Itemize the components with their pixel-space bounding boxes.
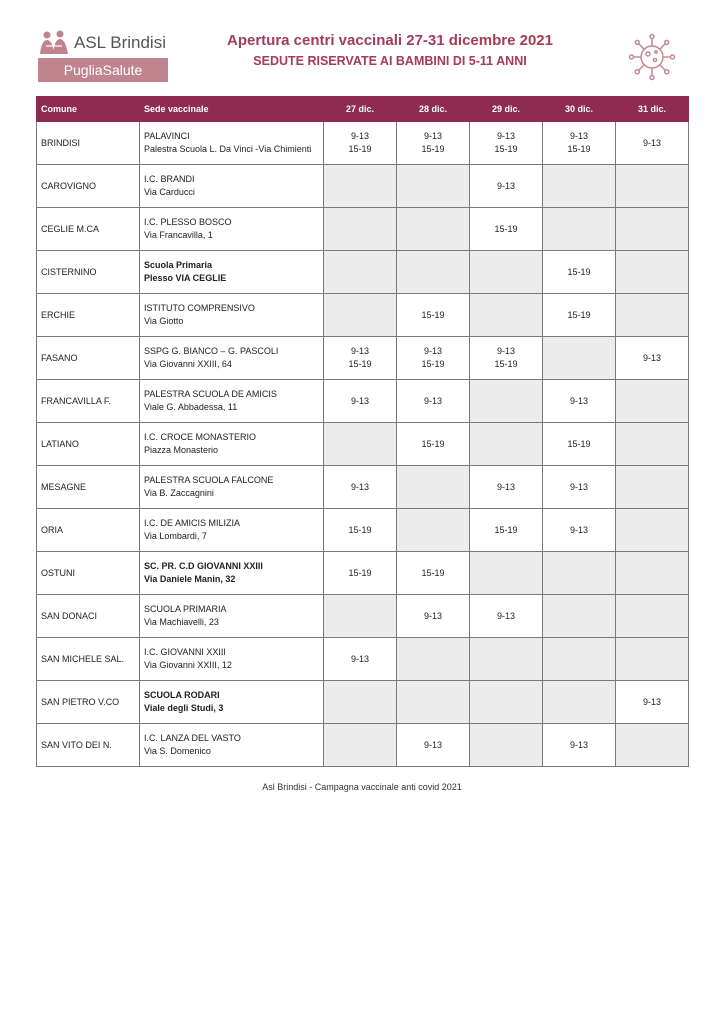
sede-address: Via Giotto bbox=[144, 316, 184, 326]
time-slot: 9-13 bbox=[350, 346, 369, 356]
sede-name: PALESTRA SCUOLA DE AMICIS bbox=[144, 389, 277, 399]
time-slot: 9-13 bbox=[569, 524, 588, 535]
slot-cell bbox=[543, 724, 616, 767]
slot-cell bbox=[324, 337, 397, 380]
time-slot: 9-13 bbox=[350, 653, 369, 664]
slot-cell bbox=[543, 208, 616, 251]
table-row bbox=[37, 595, 689, 638]
slot-cell bbox=[397, 337, 470, 380]
sede-address: Viale degli Studi, 3 bbox=[144, 703, 224, 713]
table-row bbox=[37, 122, 689, 165]
slot-cell bbox=[616, 380, 689, 423]
vaccination-schedule-table bbox=[36, 96, 689, 767]
time-slot: 15-19 bbox=[494, 359, 518, 369]
slot-cell bbox=[397, 681, 470, 724]
slot-cell bbox=[543, 380, 616, 423]
slot-cell bbox=[470, 595, 543, 638]
sede-address: Via Francavilla, 1 bbox=[144, 230, 213, 240]
slot-cell bbox=[543, 681, 616, 724]
table-header-row bbox=[37, 97, 689, 122]
time-slot: 9-13 bbox=[569, 131, 588, 141]
table-row bbox=[37, 681, 689, 724]
slot-cell bbox=[470, 380, 543, 423]
column-header: 31 dic. bbox=[616, 97, 689, 122]
slot-cell bbox=[324, 294, 397, 337]
time-slot: 15-19 bbox=[494, 524, 518, 535]
slot-cell bbox=[543, 337, 616, 380]
slot-cell bbox=[397, 380, 470, 423]
sede-name: PALESTRA SCUOLA FALCONE bbox=[144, 475, 274, 485]
sede-name: I.C. GIOVANNI XXIII bbox=[144, 647, 226, 657]
slot-cell bbox=[397, 122, 470, 165]
table-row bbox=[37, 509, 689, 552]
slot-cell bbox=[470, 122, 543, 165]
comune-cell: ORIA bbox=[37, 509, 140, 552]
comune-cell: CEGLIE M.CA bbox=[37, 208, 140, 251]
time-slot: 15-19 bbox=[567, 438, 591, 449]
slot-cell bbox=[397, 552, 470, 595]
slot-cell bbox=[470, 466, 543, 509]
time-slot: 9-13 bbox=[350, 481, 369, 492]
table-row bbox=[37, 165, 689, 208]
slot-cell bbox=[324, 251, 397, 294]
comune-cell: MESAGNE bbox=[37, 466, 140, 509]
time-slot: 9-13 bbox=[642, 696, 661, 707]
time-slot: 15-19 bbox=[421, 144, 445, 154]
table-row bbox=[37, 208, 689, 251]
sede-address: Via Lombardi, 7 bbox=[144, 531, 207, 541]
comune-cell: SAN MICHELE SAL. bbox=[37, 638, 140, 681]
slot-cell bbox=[616, 466, 689, 509]
sede-address: Piazza Monasterio bbox=[144, 445, 219, 455]
slot-cell bbox=[616, 595, 689, 638]
slot-cell bbox=[616, 423, 689, 466]
page-title: Apertura centri vaccinali 27-31 dicembre 2021 bbox=[226, 32, 553, 49]
time-slot: 9-13 bbox=[569, 481, 588, 492]
column-header: 28 dic. bbox=[397, 97, 470, 122]
sede-name: I.C. DE AMICIS MILIZIA bbox=[144, 518, 241, 528]
slot-cell bbox=[324, 509, 397, 552]
sede-address: Via Carducci bbox=[144, 187, 195, 197]
sede-cell bbox=[140, 380, 324, 423]
sede-cell bbox=[140, 337, 324, 380]
slot-cell bbox=[397, 165, 470, 208]
column-header: 27 dic. bbox=[324, 97, 397, 122]
time-slot: 15-19 bbox=[421, 567, 445, 578]
slot-cell bbox=[470, 552, 543, 595]
slot-cell bbox=[543, 251, 616, 294]
slot-cell bbox=[470, 681, 543, 724]
sede-cell bbox=[140, 595, 324, 638]
slot-cell bbox=[324, 466, 397, 509]
slot-cell bbox=[324, 423, 397, 466]
time-slot: 15-19 bbox=[567, 144, 591, 154]
column-header: Sede vaccinale bbox=[140, 97, 324, 122]
time-slot: 9-13 bbox=[423, 346, 442, 356]
column-header: 29 dic. bbox=[470, 97, 543, 122]
table-row bbox=[37, 294, 689, 337]
time-slot: 9-13 bbox=[423, 131, 442, 141]
slot-cell bbox=[470, 423, 543, 466]
time-slot: 15-19 bbox=[348, 524, 372, 535]
table-row bbox=[37, 423, 689, 466]
time-slot: 9-13 bbox=[350, 395, 369, 406]
time-slot: 9-13 bbox=[423, 739, 442, 750]
time-slot: 9-13 bbox=[496, 610, 515, 621]
slot-cell bbox=[616, 337, 689, 380]
slot-cell bbox=[324, 380, 397, 423]
comune-cell: ERCHIE bbox=[37, 294, 140, 337]
time-slot: 15-19 bbox=[567, 266, 591, 277]
time-slot: 9-13 bbox=[569, 395, 588, 406]
slot-cell bbox=[397, 466, 470, 509]
slot-cell bbox=[397, 208, 470, 251]
comune-cell: SAN DONACI bbox=[37, 595, 140, 638]
time-slot: 9-13 bbox=[423, 610, 442, 621]
slot-cell bbox=[616, 165, 689, 208]
slot-cell bbox=[324, 552, 397, 595]
table-row bbox=[37, 638, 689, 681]
time-slot: 9-13 bbox=[496, 180, 515, 191]
time-slot: 9-13 bbox=[496, 131, 515, 141]
slot-cell bbox=[543, 423, 616, 466]
slot-cell bbox=[324, 681, 397, 724]
slot-cell bbox=[470, 724, 543, 767]
slot-cell bbox=[616, 552, 689, 595]
time-slot: 15-19 bbox=[348, 144, 372, 154]
slot-cell bbox=[397, 294, 470, 337]
slot-cell bbox=[543, 294, 616, 337]
slot-cell bbox=[324, 638, 397, 681]
sede-name: I.C. BRANDI bbox=[144, 174, 195, 184]
sede-name: I.C. PLESSO BOSCO bbox=[144, 217, 232, 227]
sede-address: Via Giovanni XXIII, 12 bbox=[144, 660, 232, 670]
slot-cell bbox=[543, 466, 616, 509]
table-row bbox=[37, 380, 689, 423]
time-slot: 9-13 bbox=[423, 395, 442, 406]
slot-cell bbox=[397, 251, 470, 294]
time-slot: 9-13 bbox=[496, 481, 515, 492]
comune-cell: FRANCAVILLA F. bbox=[37, 380, 140, 423]
comune-cell: BRINDISI bbox=[37, 122, 140, 165]
sede-name: SCUOLA PRIMARIA bbox=[144, 604, 227, 614]
table-row bbox=[37, 724, 689, 767]
comune-cell: FASANO bbox=[37, 337, 140, 380]
time-slot: 15-19 bbox=[421, 309, 445, 320]
time-slot: 9-13 bbox=[496, 346, 515, 356]
sede-cell bbox=[140, 294, 324, 337]
slot-cell bbox=[324, 122, 397, 165]
comune-cell: SAN PIETRO V.CO bbox=[37, 681, 140, 724]
time-slot: 15-19 bbox=[567, 309, 591, 320]
sede-cell bbox=[140, 638, 324, 681]
slot-cell bbox=[324, 724, 397, 767]
sede-name: I.C. CROCE MONASTERIO bbox=[144, 432, 257, 442]
asl-logo bbox=[38, 30, 168, 82]
sede-name: SC. PR. C.D GIOVANNI XXIII bbox=[144, 561, 263, 571]
logo-sub: PugliaSalute bbox=[38, 58, 168, 82]
slot-cell bbox=[397, 638, 470, 681]
sede-name: Scuola Primaria bbox=[144, 260, 213, 270]
table-row bbox=[37, 337, 689, 380]
comune-cell: CISTERNINO bbox=[37, 251, 140, 294]
sede-cell bbox=[140, 165, 324, 208]
time-slot: 15-19 bbox=[421, 359, 445, 369]
comune-cell: SAN VITO DEI N. bbox=[37, 724, 140, 767]
slot-cell bbox=[324, 208, 397, 251]
table-row bbox=[37, 251, 689, 294]
time-slot: 9-13 bbox=[569, 739, 588, 750]
slot-cell bbox=[470, 294, 543, 337]
table-row bbox=[37, 552, 689, 595]
sede-address: Via Daniele Manin, 32 bbox=[144, 574, 236, 584]
sede-cell bbox=[140, 122, 324, 165]
slot-cell bbox=[397, 595, 470, 638]
slot-cell bbox=[616, 208, 689, 251]
slot-cell bbox=[470, 509, 543, 552]
slot-cell bbox=[616, 681, 689, 724]
comune-cell: OSTUNI bbox=[37, 552, 140, 595]
time-slot: 9-13 bbox=[642, 352, 661, 363]
sede-cell bbox=[140, 552, 324, 595]
slot-cell bbox=[616, 724, 689, 767]
page-subtitle: SEDUTE RISERVATE AI BAMBINI DI 5-11 ANNI bbox=[253, 54, 527, 68]
comune-cell: LATIANO bbox=[37, 423, 140, 466]
slot-cell bbox=[616, 122, 689, 165]
slot-cell bbox=[543, 509, 616, 552]
slot-cell bbox=[616, 251, 689, 294]
sede-name: SSPG G. BIANCO – G. PASCOLI bbox=[144, 346, 279, 356]
sede-name: SCUOLA RODARI bbox=[144, 690, 220, 700]
sede-cell bbox=[140, 466, 324, 509]
sede-cell bbox=[140, 208, 324, 251]
people-logo-icon bbox=[38, 30, 70, 56]
slot-cell bbox=[543, 552, 616, 595]
slot-cell bbox=[397, 724, 470, 767]
slot-cell bbox=[470, 165, 543, 208]
sede-cell bbox=[140, 423, 324, 466]
column-header: 30 dic. bbox=[543, 97, 616, 122]
sede-name: I.C. LANZA DEL VASTO bbox=[144, 733, 241, 743]
sede-address: Via Machiavelli, 23 bbox=[144, 617, 219, 627]
virus-icon bbox=[627, 33, 677, 81]
slot-cell bbox=[470, 208, 543, 251]
sede-address: Via S. Domenico bbox=[144, 746, 211, 756]
sede-address: Plesso VIA CEGLIE bbox=[144, 273, 227, 283]
sede-cell bbox=[140, 251, 324, 294]
slot-cell bbox=[616, 638, 689, 681]
time-slot: 15-19 bbox=[494, 223, 518, 234]
slot-cell bbox=[324, 165, 397, 208]
sede-address: Palestra Scuola L. Da Vinci -Via Chimienti bbox=[144, 144, 312, 154]
slot-cell bbox=[397, 423, 470, 466]
time-slot: 15-19 bbox=[348, 567, 372, 578]
sede-name: PALAVINCI bbox=[144, 131, 190, 141]
time-slot: 15-19 bbox=[494, 144, 518, 154]
time-slot: 15-19 bbox=[348, 359, 372, 369]
sede-name: ISTITUTO COMPRENSIVO bbox=[144, 303, 255, 313]
time-slot: 9-13 bbox=[642, 137, 661, 148]
time-slot: 15-19 bbox=[421, 438, 445, 449]
sede-address: Via B. Zaccagnini bbox=[144, 488, 214, 498]
slot-cell bbox=[543, 165, 616, 208]
slot-cell bbox=[543, 595, 616, 638]
column-header: Comune bbox=[37, 97, 140, 122]
slot-cell bbox=[616, 294, 689, 337]
slot-cell bbox=[543, 122, 616, 165]
slot-cell bbox=[543, 638, 616, 681]
sede-cell bbox=[140, 681, 324, 724]
slot-cell bbox=[470, 251, 543, 294]
slot-cell bbox=[470, 638, 543, 681]
slot-cell bbox=[616, 509, 689, 552]
sede-cell bbox=[140, 724, 324, 767]
sede-address: Via Giovanni XXIII, 64 bbox=[144, 359, 232, 369]
time-slot: 9-13 bbox=[350, 131, 369, 141]
sede-address: Viale G. Abbadessa, 11 bbox=[144, 402, 238, 412]
footer-text: Asl Brindisi - Campagna vaccinale anti covid 2021 bbox=[262, 782, 462, 792]
slot-cell bbox=[397, 509, 470, 552]
comune-cell: CAROVIGNO bbox=[37, 165, 140, 208]
slot-cell bbox=[470, 337, 543, 380]
slot-cell bbox=[324, 595, 397, 638]
table-row bbox=[37, 466, 689, 509]
sede-cell bbox=[140, 509, 324, 552]
logo-name: ASL Brindisi bbox=[74, 33, 166, 52]
